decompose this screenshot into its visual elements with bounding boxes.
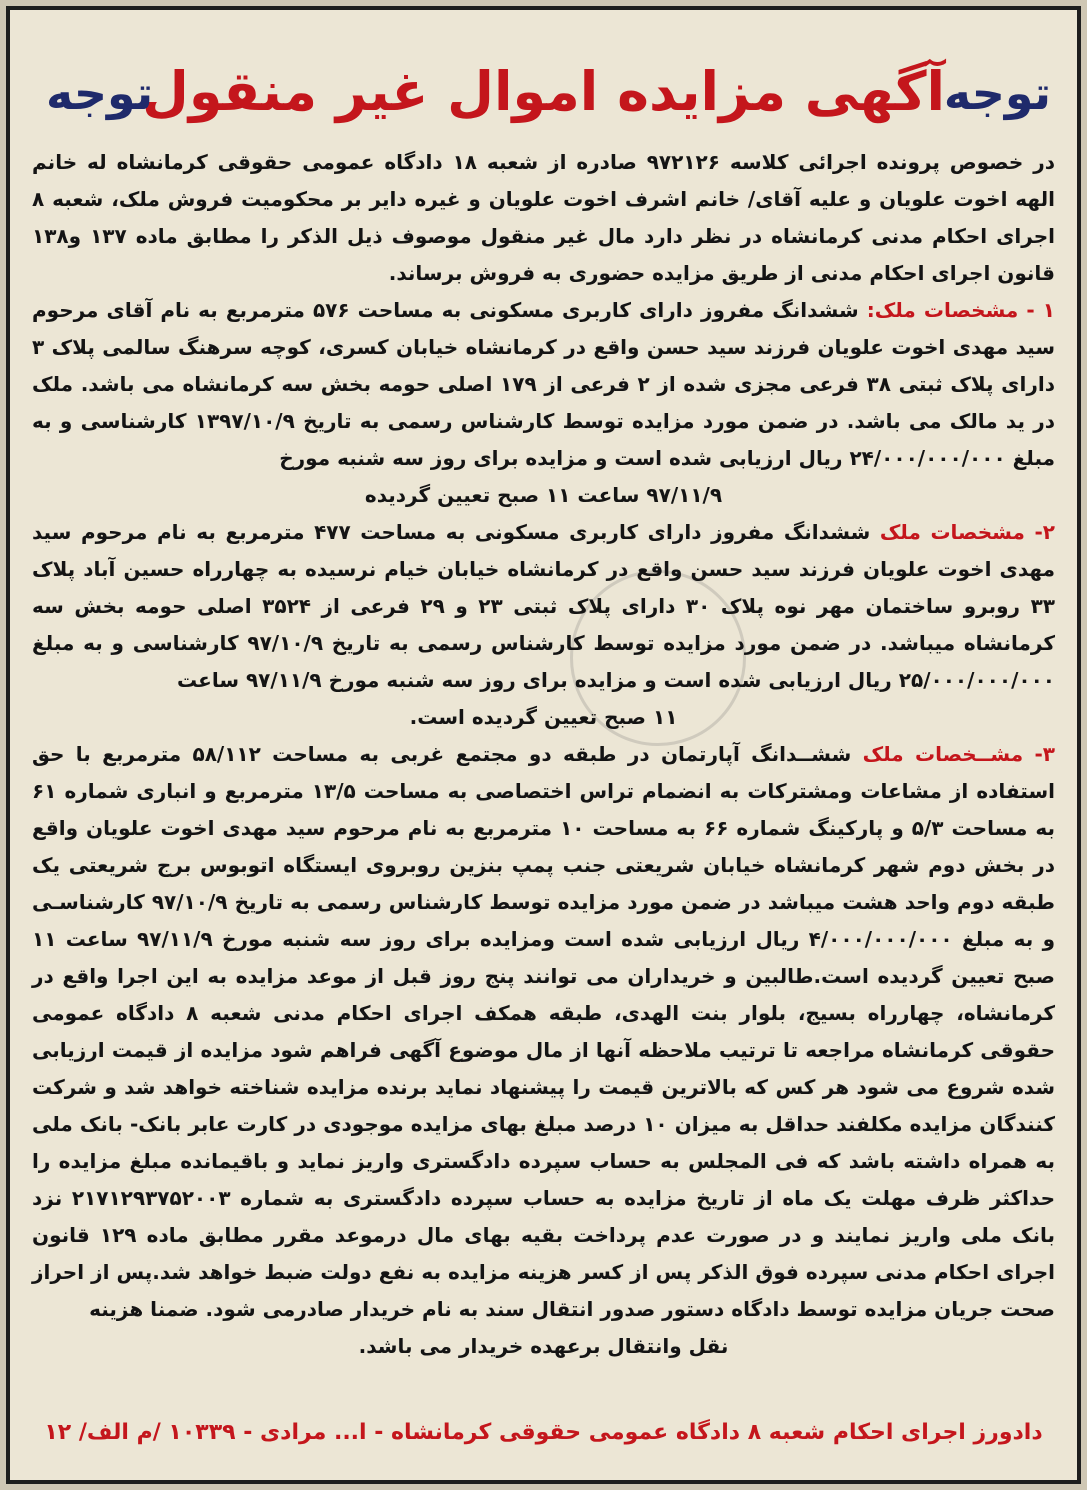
section-3-label: ۳- مشــخصات ملک [862, 742, 1055, 766]
section-3-text: ششــدانگ آپارتمان در طبقه دو مجتمع غربی به مساحت ۵۸/۱۱۲ مترمربع با حق استفاده از مشاعات ومشترکات به انضمام تراس اختصاصی به مساحت ۱۳/۵ مترمربع و انباری شماره ۶۱ به مساحت ۵/۳ و پارکینگ شماره ۶۶ به مساحت ۱۰ مترمربع به نام مرحوم سید مهدی اخوت علویان واقع در بخش دوم شهر کرمانشاه خیابان شریعتی جنب پمپ بنزین روبروی ایستگاه اتوبوس برج شریعتی یک طبقه دوم واحد هشت میباشد در ضمن مورد مزایده توسط کارشناس رسمی به تاریخ ۹۷/۱۰/۹ کارشناسـی و به مبلغ ۴/۰۰۰/۰۰۰/۰۰۰ ریال ارزیابی شده است ومزایده برای روز سه شنبه مورخ ۹۷/۱۱/۹ ساعت ۱۱ صبح تعیین گردیده است.طالبین و خریداران می توانند پنج روز قبل از موعد مزایده به این اجرا واقع در کرمانشاه، چهارراه بسیج، بلوار بنت الهدی، طبقه همکف اجرای احکام مدنی شعبه ۸ دادگاه عمومی حقوقی کرمانشاه مراجعه تا ترتیب ملاحظه آنها از مال موضوع آگهی فراهم شود مزایده از قیمت ارزیابی شده شروع می شود هر کس که بالاترین قیمت را پیشنهاد نماید برنده مزایده شناخته خواهد شد و شرکت کنندگان مزایده مکلفند حداقل به میزان ۱۰ درصد مبلغ بهای مزایده موجودی در کارت عابر بانک- بانک ملی به همراه داشته باشد که فی المجلس به حساب سپرده دادگستری واریز نماید و باقیمانده مبلغ مزایده را حداکثر ظرف مهلت یک ماه از تاریخ مزایده به حساب سپرده دادگستری به شماره ۲۱۷۱۲۹۳۷۵۲۰۰۳ نزد بانک ملی واریز نمایند و در صورت عدم پرداخت بقیه بهای مال درموعد مقرر مطابق ماده ۱۲۹ قانون اجرای احکام مدنی سپرده فوق الذکر پس از کسر هزینه مزایده به نفع دولت ضبط خواهد شد.پس از احراز صحت جریان مزایده توسط دادگاه دستور صدور انتقال سند به نام خریدار صادرمی شود. ضمنا هزینه [32, 742, 1055, 1321]
notice-title: آگهی مزایده اموال غیر منقول [141, 60, 945, 123]
section-1-text: ششدانگ مفروز دارای کاربری مسکونی به مساحت ۵۷۶ مترمربع به نام آقای مرحوم سید مهدی اخوت علویان فرزند سید حسن واقع در کرمانشاه خیابان کسری، کوچه سرهنگ سالمی پلاک ۳ دارای پلاک ثبتی ۳۸ فرعی مجزی شده از ۲ فرعی از ۱۷۹ اصلی حومه بخش سه کرمانشاه می باشد. ملک در ید مالک می باشد. در ضمن مورد مزایده توسط کارشناس رسمی به تاریخ ۱۳۹۷/۱۰/۹ کارشناسی و به مبلغ ۲۴/۰۰۰/۰۰۰/۰۰۰ ریال ارزیابی شده است و مزایده برای روز سه شنبه مورخ [32, 298, 1056, 470]
header-note-left: توجه [46, 66, 154, 120]
section-1-end: ۹۷/۱۱/۹ ساعت ۱۱ صبح تعیین گردیده [364, 483, 723, 507]
section-3 [32, 736, 1055, 1328]
header [30, 60, 1057, 140]
notice-body [32, 144, 1055, 1365]
footer-signature: دادورز اجرای احکام شعبه ۸ دادگاه عمومی حقوقی کرمانشاه - ا... مرادی - ۱۰۳۳۹ /م الف/ ۱۲ [44, 1420, 1043, 1445]
section-2 [32, 514, 1055, 699]
section-2-label: ۲- مشخصات ملک [879, 520, 1056, 544]
section-2-text: ششدانگ مفروز دارای کاربری مسکونی به مساحت ۴۷۷ مترمربع به نام مرحوم سید مهدی اخوت علویان فرزند سید حسن واقع در کرمانشاه خیابان خیام نرسیده به چهارراه حسین آباد پلاک ۳۳ روبرو ساختمان مهر نوه پلاک ۳۰ دارای پلاک ثبتی ۲۳ و ۲۹ فرعی از ۳۵۲۴ اصلی حومه بخش سه کرمانشاه میباشد. در ضمن مورد مزایده توسط کارشناس رسمی به تاریخ ۹۷/۱۰/۹ کارشناسی و به مبلغ ۲۵/۰۰۰/۰۰۰/۰۰۰ ریال ارزیابی شده است و مزایده برای روز سه شنبه مورخ ۹۷/۱۱/۹ ساعت [32, 520, 1056, 692]
section-2-end: ۱۱ صبح تعیین گردیده است. [409, 705, 678, 729]
header-note-right: توجه [943, 66, 1051, 120]
intro-paragraph: در خصوص پرونده اجرائی کلاسه ۹۷۲۱۲۶ صادره از شعبه ۱۸ دادگاه عمومی حقوقی کرمانشاه له خانم الهه اخوت علویان و علیه آقای/ خانم اشرف اخوت علویان و غیره دایر بر محکومیت فروش ملک، شعبه ۸ اجرای احکام مدنی کرمانشاه در نظر دارد مال غیر منقول موصوف ذیل الذکر را مطابق ماده ۱۳۷ و۱۳۸ قانون اجرای احکام مدنی از طریق مزایده حضوری به فروش برساند. [32, 150, 1055, 285]
section-3-end: نقل وانتقال برعهده خریدار می باشد. [358, 1334, 729, 1358]
section-1-label: ۱ - مشخصات ملک: [866, 298, 1055, 322]
section-1 [32, 292, 1055, 477]
notice-page [6, 6, 1081, 1484]
